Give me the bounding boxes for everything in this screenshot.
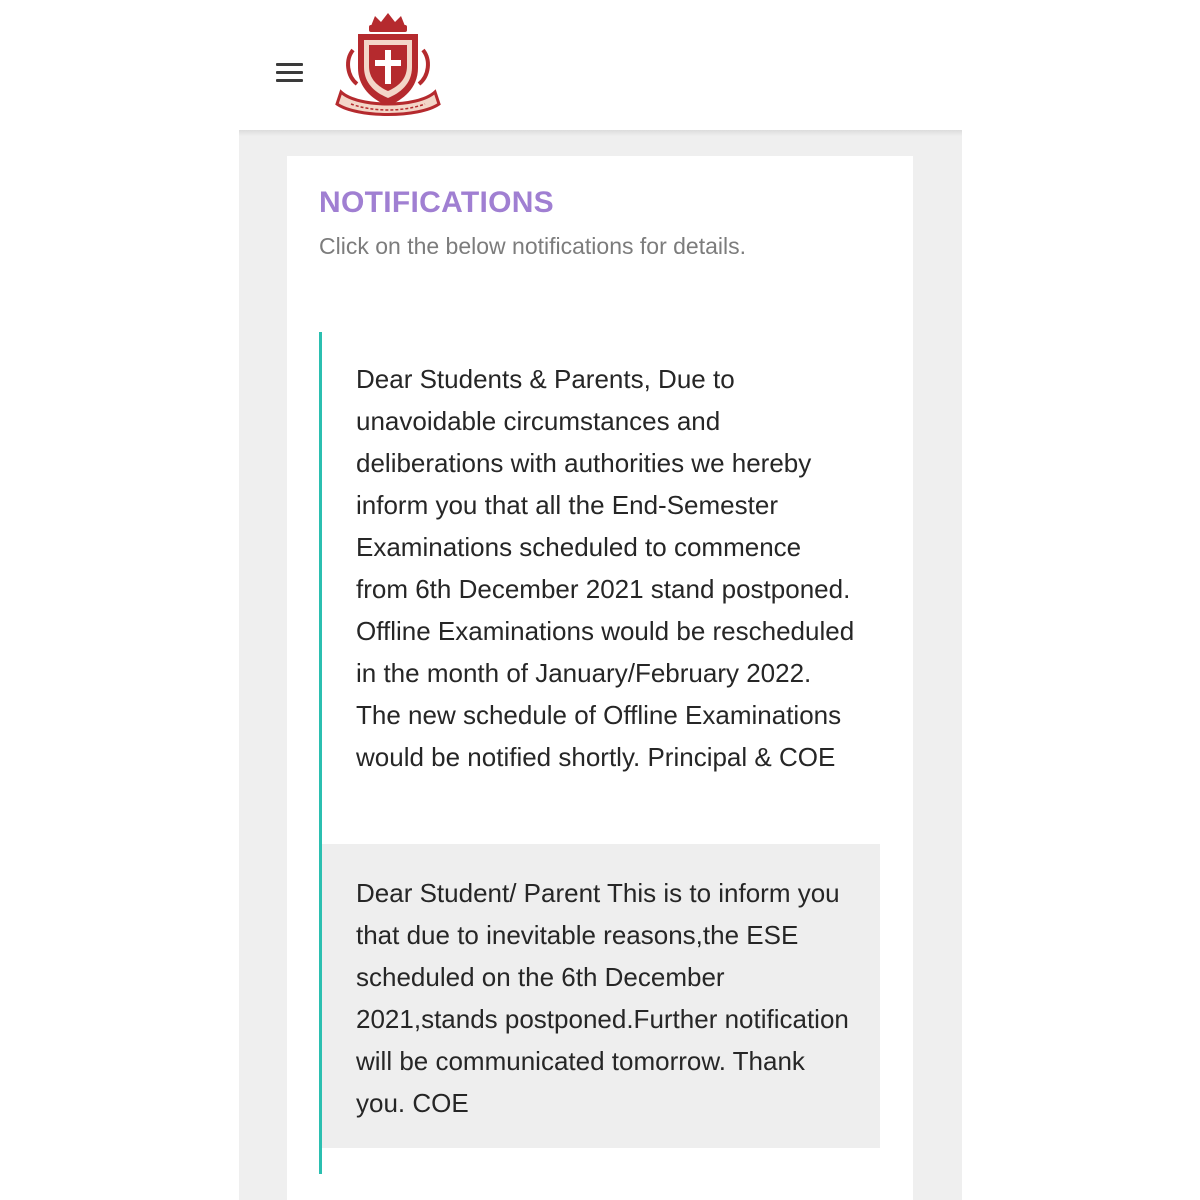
hamburger-menu-icon[interactable] — [270, 56, 308, 88]
notifications-list — [319, 332, 880, 1174]
top-app-bar — [0, 0, 1200, 130]
notification-text: Dear Students & Parents, Due to unavoidable circumstances and deliberations with authorities we hereby inform you that all the End-Semester Examinations scheduled to commence from 6th December 2021 stand postponed. Offline Examinations would be rescheduled in the month of January/February 2022. The new schedule of Offline Examinations would be notified shortly. Principal & COE — [356, 364, 855, 772]
page-subtitle: Click on the below notifications for details. — [319, 233, 746, 259]
page-title: NOTIFICATIONS — [319, 186, 554, 219]
college-crest-logo[interactable] — [333, 10, 443, 118]
notification-item-partial[interactable] — [322, 1148, 880, 1174]
notification-item[interactable] — [322, 844, 880, 1148]
notifications-card — [287, 156, 913, 1200]
notification-item[interactable] — [322, 332, 880, 844]
notification-text: Dear Student/ Parent This is to inform you that due to inevitable reasons,the ESE scheduled on the 6th December 2021,stands postponed.Further notification will be communicated tomorrow. Thank you. COE — [356, 878, 849, 1118]
